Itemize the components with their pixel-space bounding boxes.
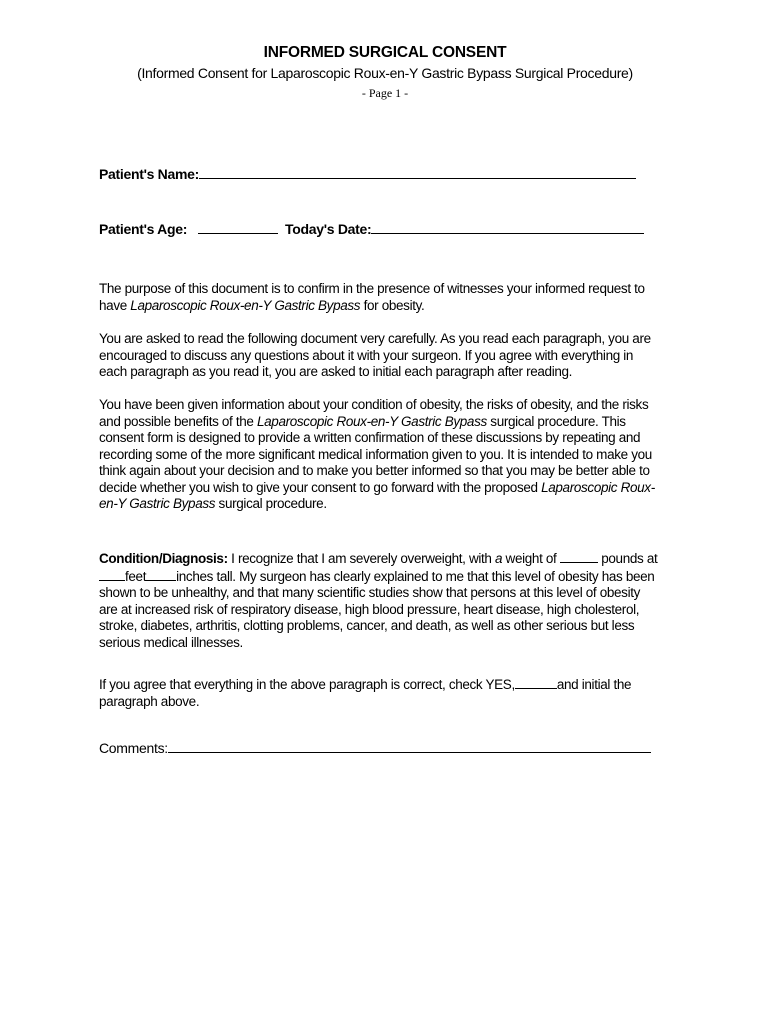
info-text-1: You have been given information about your condition of obesity, the risks of obesity, and the risks and possible benefits of the [99,397,649,429]
yes-initial-field[interactable] [515,676,557,689]
agree-text-2: and initial the paragraph above. [99,677,632,709]
condition-text-4: feet [125,568,147,584]
patient-name-row [99,164,636,182]
todays-date-field[interactable] [371,219,644,234]
comments-row [99,738,651,756]
weight-field[interactable] [560,550,598,563]
info-procedure-1: Laparoscopic Roux-en-Y Gastric Bypass [256,413,487,429]
patient-name-label: Patient's Name: [99,166,199,182]
purpose-paragraph [99,281,659,314]
patient-age-label: Patient's Age: [99,221,188,237]
document-title: INFORMED SURGICAL CONSENT [263,44,507,61]
comments-label: Comments: [99,740,168,756]
purpose-text-1: The purpose of this document is to confirm in the presence of witnesses your informed request to have [99,281,645,313]
condition-text-2: weight of [502,551,560,566]
purpose-procedure: Laparoscopic Roux-en-Y Gastric Bypass [130,297,361,313]
agree-text-1: If you agree that everything in the above paragraph is correct, check YES, [99,677,515,692]
comments-field[interactable] [168,738,651,753]
info-procedure-2: Laparoscopic Roux-en-Y Gastric Bypass [99,479,655,511]
page-number: - Page 1 - [361,86,409,100]
height-inches-field[interactable] [146,568,176,581]
agree-paragraph [99,676,659,710]
condition-text-a: a [494,551,503,566]
condition-label: Condition/Diagnosis: [99,551,228,566]
age-date-row [99,219,644,237]
info-text-3: surgical procedure. [215,496,327,511]
document-subtitle: (Informed Consent for Laparoscopic Roux-en-Y Gastric Bypass Surgical Procedure) [137,65,633,81]
read-instructions-paragraph: You are asked to read the following document very carefully. As you read each paragraph, you are encouraged to discuss any questions about it with your surgeon. If you agree with everything in each paragraph as you read it, you are asked to initial each paragraph after reading. [99,331,651,379]
condition-text-5: inches tall. My surgeon has clearly explained to me that this level of obesity has been shown to be unhealthy, and that many scientific studies show that persons at this level of obesity are at increased risk of respiratory disease, high blood pressure, heart disease, high cholesterol, stroke, diabetes, arthritis, clotting problems, cancer, and death, as well as other serious but less serious medical illnesses. [99,568,655,650]
condition-text-3: pounds at [597,551,658,566]
information-paragraph [99,397,659,513]
patient-age-field[interactable] [198,219,278,234]
todays-date-label: Today's Date: [285,221,372,237]
patient-name-field[interactable] [199,164,636,179]
info-text-2: surgical procedure. This consent form is designed to provide a written confirmation of these discussions by repeating and recording some of the more significant medical information given to you. It is intended to make you think again about your decision and to make you better informed so that you may be better able to decide whether you wish to give your consent to go forward with the proposed [99,413,652,495]
condition-text-1: I recognize that I am severely overweight, with [227,551,495,566]
purpose-text-2: for obesity. [360,297,425,313]
height-feet-field[interactable] [99,568,125,581]
condition-paragraph [99,550,659,651]
